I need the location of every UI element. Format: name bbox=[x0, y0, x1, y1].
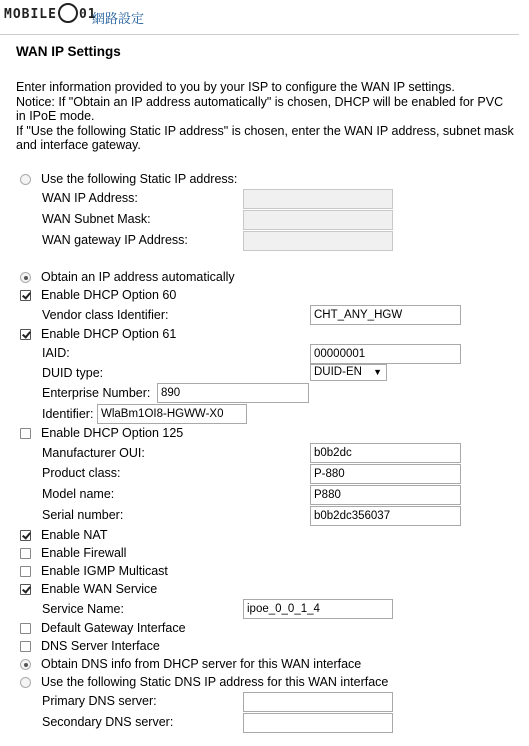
wan-gateway-label: WAN gateway IP Address: bbox=[42, 233, 188, 247]
logo-ring-icon bbox=[58, 3, 78, 23]
chevron-down-icon: ▼ bbox=[373, 367, 382, 377]
description-line-2: Notice: If "Obtain an IP address automatically" is chosen, DHCP will be enabled for PVC in IPoE mode. bbox=[16, 94, 504, 124]
description-line-3: If "Use the following Static IP address" is chosen, enter the WAN IP address, subnet mask and interface gateway. bbox=[16, 123, 514, 153]
auto-ip-radio[interactable] bbox=[20, 272, 31, 283]
header-divider bbox=[0, 34, 519, 35]
auto-ip-label: Obtain an IP address automatically bbox=[41, 270, 235, 284]
identifier-label: Identifier: bbox=[42, 407, 94, 421]
enterprise-number-label: Enterprise Number: bbox=[42, 386, 151, 400]
vendor-class-input[interactable]: CHT_ANY_HGW bbox=[310, 305, 461, 325]
duid-type-label: DUID type: bbox=[42, 366, 104, 380]
wan-ip-label: WAN IP Address: bbox=[42, 191, 138, 205]
logo-text: MOBILE bbox=[4, 7, 57, 22]
default-gateway-label: Default Gateway Interface bbox=[41, 621, 186, 635]
wan-subnet-label: WAN Subnet Mask: bbox=[42, 212, 151, 226]
secondary-dns-label: Secondary DNS server: bbox=[42, 715, 174, 729]
default-gateway-checkbox[interactable] bbox=[20, 623, 31, 634]
duid-type-value: DUID-EN bbox=[314, 366, 362, 378]
service-name-label: Service Name: bbox=[42, 602, 124, 616]
vendor-class-label: Vendor class Identifier: bbox=[42, 308, 169, 322]
site-logo bbox=[4, 3, 97, 23]
dhcp125-checkbox[interactable] bbox=[20, 428, 31, 439]
dhcp125-label: Enable DHCP Option 125 bbox=[41, 426, 184, 440]
firewall-checkbox[interactable] bbox=[20, 548, 31, 559]
dns-static-radio[interactable] bbox=[20, 677, 31, 688]
dhcp61-checkbox[interactable] bbox=[20, 329, 31, 340]
product-class-input[interactable]: P-880 bbox=[310, 464, 461, 484]
wan-ip-input[interactable] bbox=[243, 189, 393, 209]
page-description bbox=[16, 80, 516, 153]
static-ip-label: Use the following Static IP address: bbox=[41, 172, 238, 186]
model-name-label: Model name: bbox=[42, 487, 115, 501]
identifier-input[interactable]: WlaBm1OI8-HGWW-X0 bbox=[97, 404, 247, 424]
manufacturer-oui-input[interactable]: b0b2dc bbox=[310, 443, 461, 463]
firewall-label: Enable Firewall bbox=[41, 546, 127, 560]
iaid-input[interactable]: 00000001 bbox=[310, 344, 461, 364]
service-name-input[interactable]: ipoe_0_0_1_4 bbox=[243, 599, 393, 619]
serial-number-input[interactable]: b0b2dc356037 bbox=[310, 506, 461, 526]
wan-service-label: Enable WAN Service bbox=[41, 582, 158, 596]
manufacturer-oui-label: Manufacturer OUI: bbox=[42, 446, 145, 460]
static-ip-radio[interactable] bbox=[20, 174, 31, 185]
primary-dns-label: Primary DNS server: bbox=[42, 694, 157, 708]
dhcp61-label: Enable DHCP Option 61 bbox=[41, 327, 177, 341]
breadcrumb[interactable]: 網路設定 bbox=[92, 11, 145, 26]
nat-checkbox[interactable] bbox=[20, 530, 31, 541]
dns-static-label: Use the following Static DNS IP address for this WAN interface bbox=[41, 675, 389, 689]
igmp-checkbox[interactable] bbox=[20, 566, 31, 577]
secondary-dns-input[interactable] bbox=[243, 713, 393, 733]
enterprise-number-input[interactable]: 890 bbox=[157, 383, 309, 403]
primary-dns-input[interactable] bbox=[243, 692, 393, 712]
dns-auto-label: Obtain DNS info from DHCP server for this WAN interface bbox=[41, 657, 362, 671]
model-name-input[interactable]: P880 bbox=[310, 485, 461, 505]
wan-subnet-input[interactable] bbox=[243, 210, 393, 230]
nat-label: Enable NAT bbox=[41, 528, 108, 542]
wan-service-checkbox[interactable] bbox=[20, 584, 31, 595]
dhcp60-checkbox[interactable] bbox=[20, 290, 31, 301]
iaid-label: IAID: bbox=[42, 346, 70, 360]
dns-interface-label: DNS Server Interface bbox=[41, 639, 160, 653]
logo-text-suffix: 01 bbox=[78, 7, 97, 22]
dhcp60-label: Enable DHCP Option 60 bbox=[41, 288, 177, 302]
duid-type-select[interactable] bbox=[310, 364, 387, 381]
igmp-label: Enable IGMP Multicast bbox=[41, 564, 168, 578]
serial-number-label: Serial number: bbox=[42, 508, 124, 522]
product-class-label: Product class: bbox=[42, 466, 121, 480]
description-line-1: Enter information provided to you by your ISP to configure the WAN IP settings. bbox=[16, 80, 455, 94]
dns-interface-checkbox[interactable] bbox=[20, 641, 31, 652]
wan-gateway-input[interactable] bbox=[243, 231, 393, 251]
page-title: WAN IP Settings bbox=[16, 44, 121, 59]
dns-auto-radio[interactable] bbox=[20, 659, 31, 670]
